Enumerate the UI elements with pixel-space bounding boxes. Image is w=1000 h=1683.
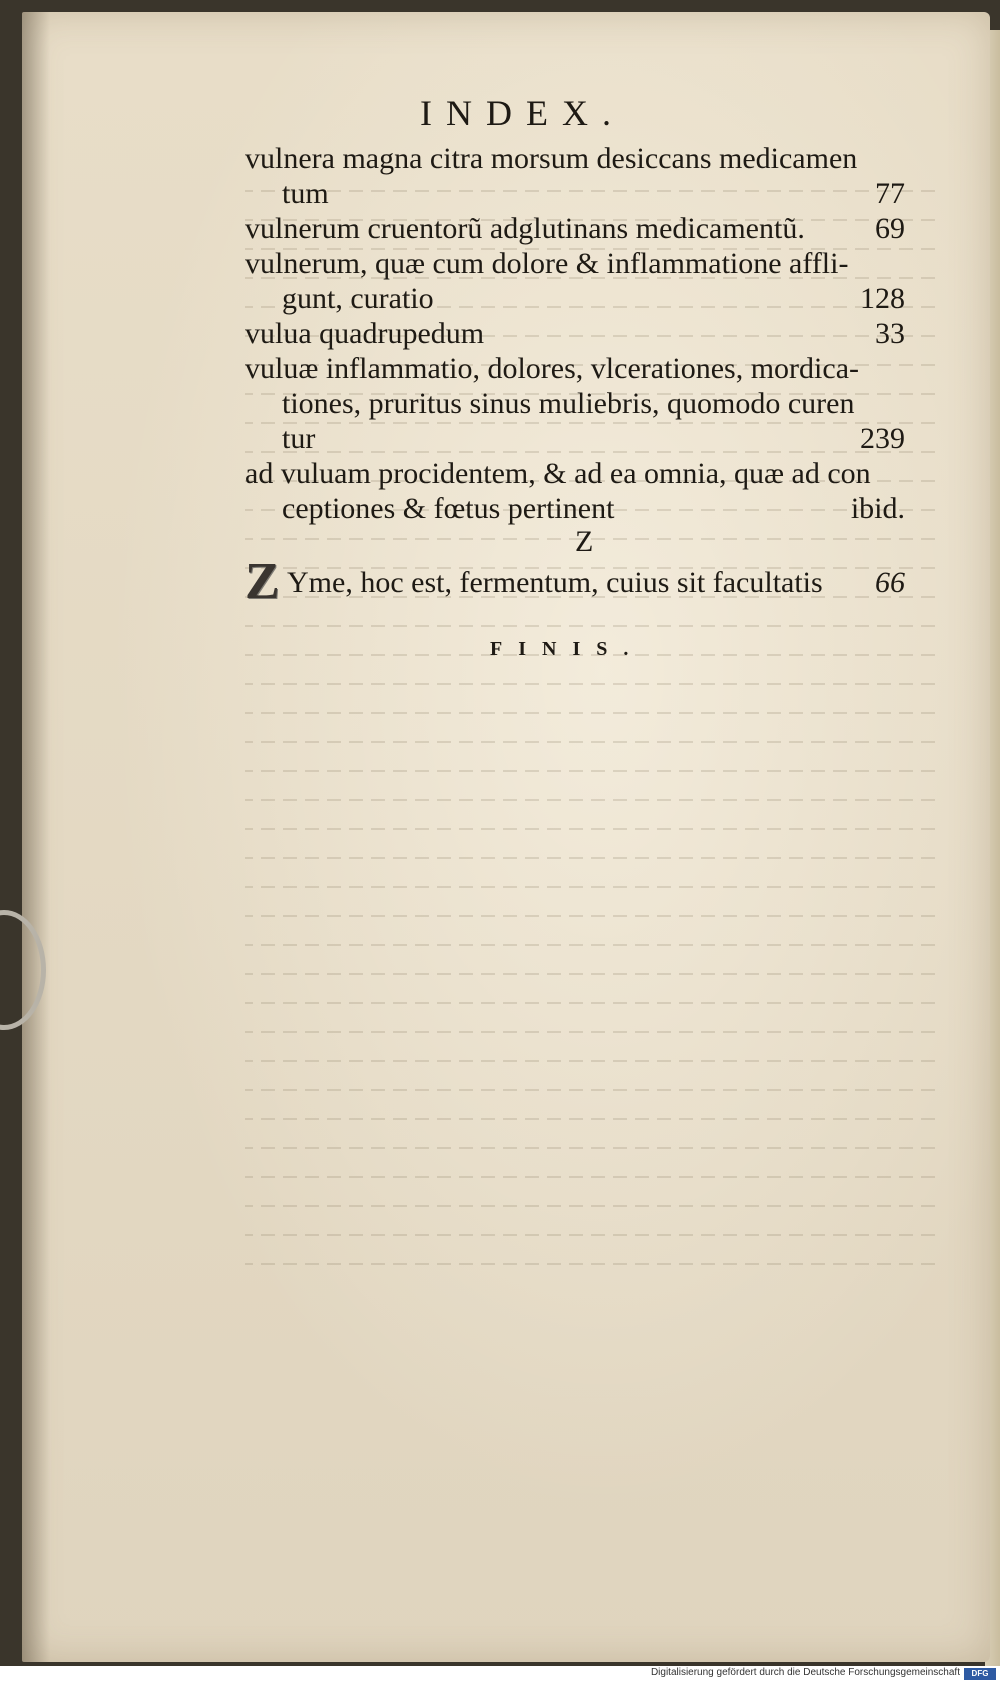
index-entry-zyme [245,553,905,610]
entry-page-number: 128 [860,282,905,315]
entry-text: vulua quadrupedum [245,317,485,350]
entry-text: vulnerum, quæ cum dolore & inflammatione affli- [245,247,849,280]
finis-mark: FINIS. [490,638,645,660]
entry-page-number: 66 [875,566,905,599]
entry-page-number: 69 [875,212,905,245]
entry-text: tum [282,177,329,210]
entry-text: Yme, hoc est, fermentum, cuius sit facultatis [287,566,823,599]
entry-text: vulnera magna citra morsum desiccans medicamen [245,142,858,175]
dfg-logo: DFG [964,1668,996,1680]
gutter-shadow [22,12,50,1662]
entry-text: vuluæ inflammatio, dolores, vlcerationes, mordica- [245,352,860,385]
entry-page-number: 239 [860,422,905,455]
entry-text: ceptiones & fœtus pertinent [282,492,615,525]
entry-text: gunt, curatio [282,282,434,315]
entry-text: tiones, pruritus sinus muliebris, quomodo curen [282,387,855,420]
entry-text: vulnerum cruentorũ adglutinans medicamentũ. [245,212,805,245]
page-header: INDEX. [420,93,625,133]
entry-text: tur [282,422,316,455]
entry-page-number: 77 [875,177,905,210]
entry-text: ad vuluam procidentem, & ad ea omnia, quæ ad con [245,457,871,490]
footer-credit: Digitalisierung gefördert durch die Deutsche Forschungsgemeinschaft [650,1667,960,1678]
digitization-footer [0,1666,1000,1683]
decorated-initial: Z [245,553,280,610]
entry-page-number: ibid. [850,492,905,525]
entry-page-number: 33 [875,317,905,350]
section-letter-z: Z [575,525,594,558]
